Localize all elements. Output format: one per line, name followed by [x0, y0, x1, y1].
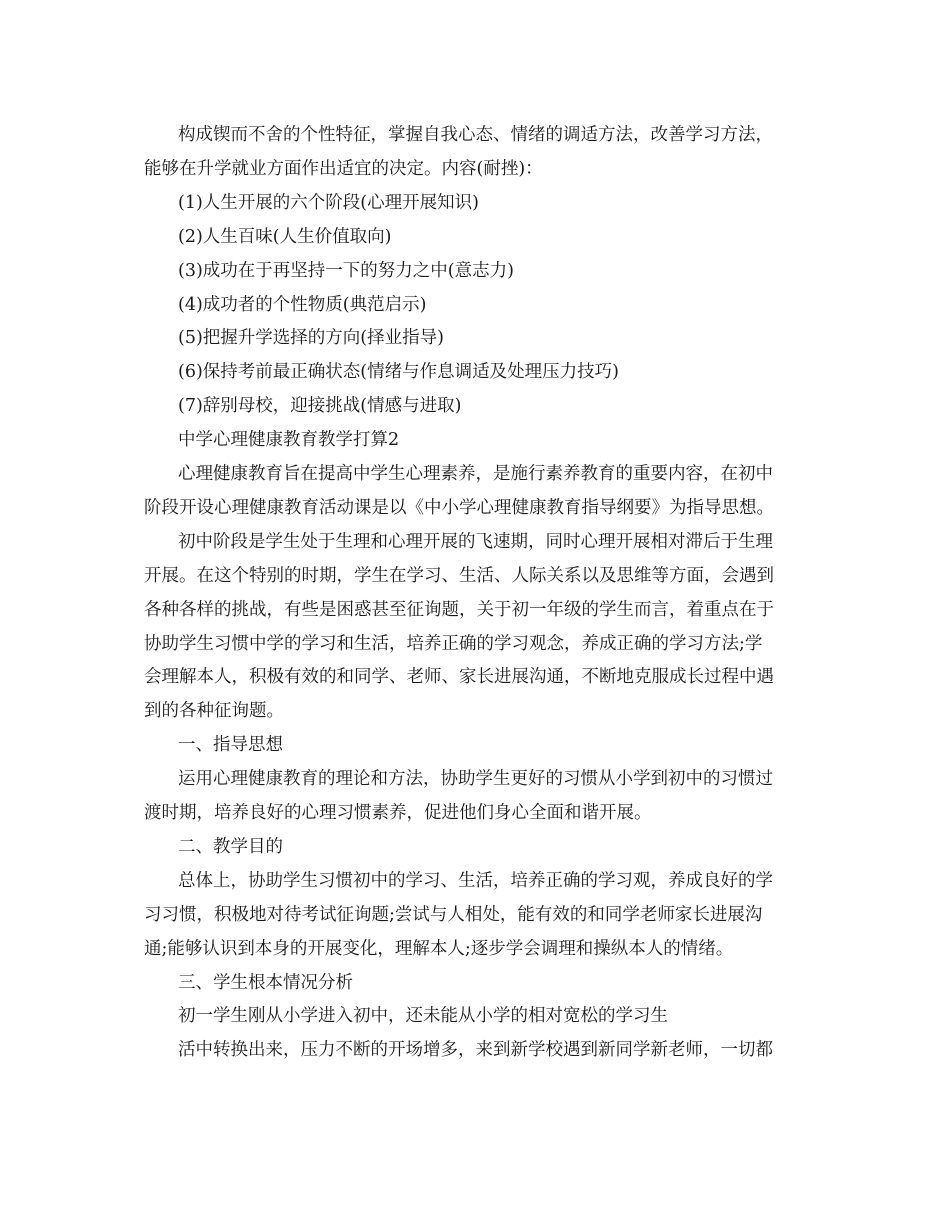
- section-title: 中学心理健康教育教学打算2: [178, 430, 400, 450]
- paragraph-line: 初一学生刚从小学进入初中，还未能从小学的相对宽松的学习生: [178, 1006, 668, 1026]
- paragraph-line: 构成锲而不舍的个性特征，掌握自我心态、情绪的调适方法，改善学习方法，: [178, 125, 773, 145]
- paragraph-line: 开展。在这个特别的时期，学生在学习、生活、人际关系以及思维等方面，会遇到: [144, 566, 774, 586]
- paragraph-line: 初中阶段是学生处于生理和心理开展的飞速期，同时心理开展相对滞后于生理: [178, 532, 773, 552]
- paragraph-line: 阶段开设心理健康教育活动课是以《中小学心理健康教育指导纲要》为指导思想。: [144, 498, 774, 518]
- paragraph-line: 通;能够认识到本身的开展变化，理解本人;逐步学会调理和操纵本人的情绪。: [144, 939, 734, 959]
- list-item: (3)成功在于再坚持一下的努力之中(意志力): [178, 261, 514, 281]
- paragraph-line: 习习惯，积极地对待考试征询题;尝试与人相处，能有效的和同学老师家长进展沟: [144, 905, 763, 925]
- paragraph-line: 活中转换出来，压力不断的开场增多，来到新学校遇到新同学新老师，一切都: [178, 1040, 773, 1060]
- list-item: (5)把握升学选择的方向(择业指导): [178, 328, 444, 348]
- list-item: (2)人生百味(人生价值取向): [178, 227, 392, 247]
- paragraph-line: 到的各种征询题。: [144, 701, 284, 721]
- section-heading: 一、指导思想: [178, 735, 283, 755]
- paragraph-line: 协助学生习惯中学的学习和生活，培养正确的学习观念，养成正确的学习方法;学: [144, 634, 763, 654]
- paragraph-line: 各种各样的挑战，有些是困惑甚至征询题，关于初一年级的学生而言，着重点在于: [144, 600, 774, 620]
- list-item: (6)保持考前最正确状态(情绪与作息调适及处理压力技巧): [178, 362, 619, 382]
- list-item: (1)人生开展的六个阶段(心理开展知识): [178, 193, 479, 213]
- list-item: (4)成功者的个性物质(典范启示): [178, 295, 427, 315]
- paragraph-line: 渡时期，培养良好的心理习惯素养，促进他们身心全面和谐开展。: [144, 803, 652, 823]
- list-item: (7)辞别母校，迎接挑战(情感与进取): [178, 396, 462, 416]
- paragraph-line: 运用心理健康教育的理论和方法，协助学生更好的习惯从小学到初中的习惯过: [178, 769, 773, 789]
- paragraph-line: 总体上，协助学生习惯初中的学习、生活，培养正确的学习观，养成良好的学: [178, 871, 773, 891]
- section-heading: 三、学生根本情况分析: [178, 973, 353, 993]
- section-heading: 二、教学目的: [178, 837, 283, 857]
- paragraph-line: 心理健康教育旨在提高中学生心理素养，是施行素养教育的重要内容，在初中: [178, 464, 773, 484]
- paragraph-line: 能够在升学就业方面作出适宜的决定。内容(耐挫)：: [144, 159, 543, 179]
- paragraph-line: 会理解本人，积极有效的和同学、老师、家长进展沟通，不断地克服成长过程中遇: [144, 667, 774, 687]
